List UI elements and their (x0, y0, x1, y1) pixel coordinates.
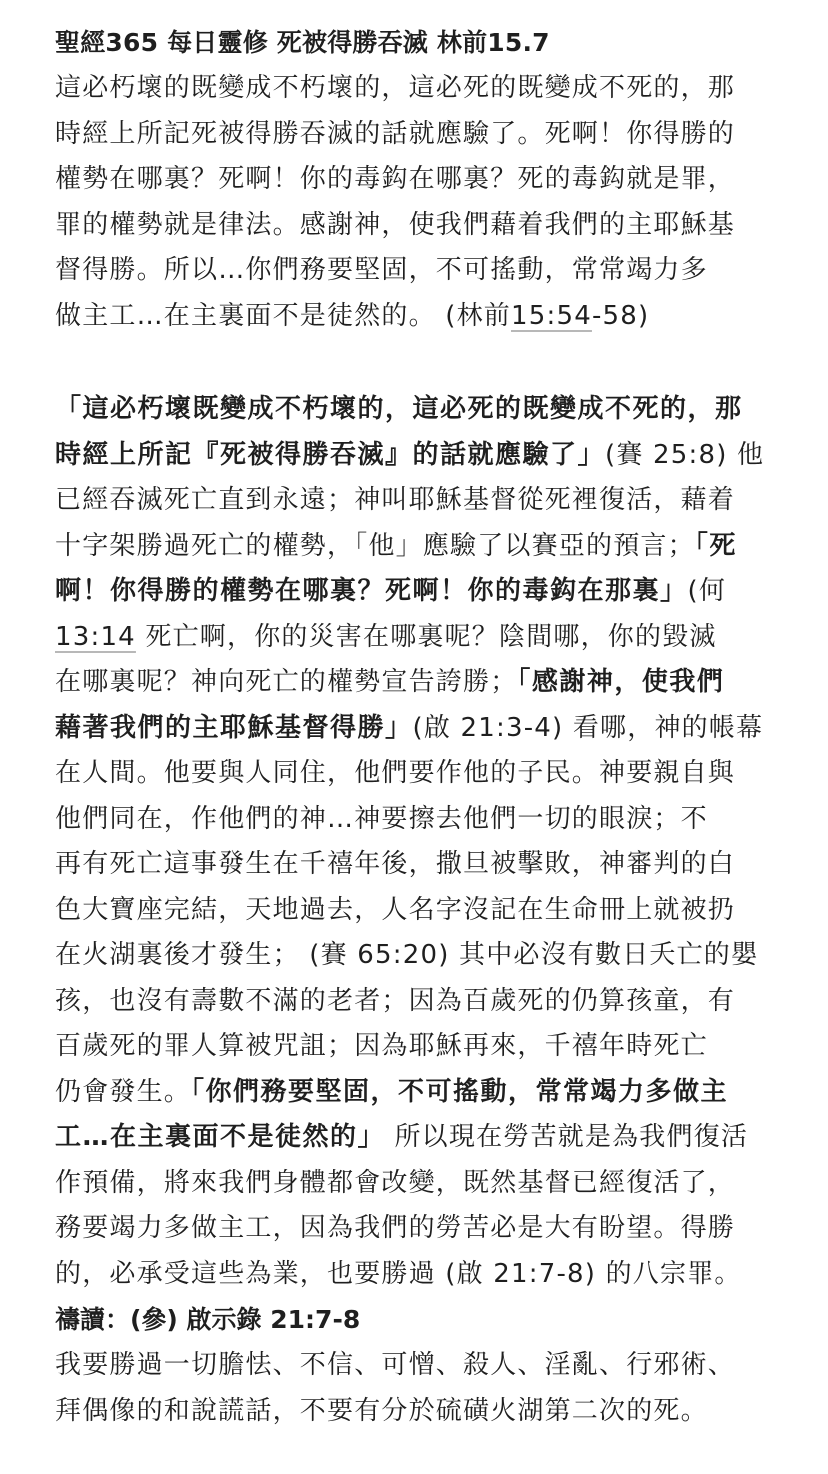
quoted-scripture: 「死 (694, 530, 737, 561)
quoted-scripture: 「這必朽壞既變成不朽壞的，這必死的既變成不死的，那 (55, 394, 743, 424)
prayer-line: 我要勝過一切膽怯、不信、可憎、殺人、淫亂、行邪術、 (55, 1350, 736, 1380)
commentary-text: 仍會發生。 (55, 1076, 192, 1107)
commentary-line: 在人間。他要與人同住，他們要作他的子民。神要親自與 (55, 758, 736, 788)
scripture-line: 時經上所記死被得勝吞滅的話就應驗了。死啊！你得勝的 (55, 118, 736, 149)
prayer-heading: 禱讀：(參) 啟示錄 21:7-8 (55, 1305, 361, 1334)
commentary-line (55, 1070, 775, 1116)
commentary-text: (何 (687, 576, 727, 606)
commentary-line (55, 387, 775, 433)
prayer-passage (55, 1343, 775, 1434)
commentary-line (55, 433, 775, 479)
commentary-text: 死亡啊，你的災害在哪裏呢？陰間哪，你的毀滅 (135, 621, 717, 652)
scripture-line: 這必朽壞的既變成不朽壞的，這必死的既變成不死的，那 (55, 73, 736, 103)
scripture-text: -58) (591, 300, 650, 331)
scripture-line: 罪的權勢就是律法。感謝神，使我們藉着我們的主耶穌基 (55, 209, 736, 240)
scripture-line: 權勢在哪裏？死啊！你的毒鈎在哪裏？死的毒鈎就是罪， (55, 164, 736, 194)
commentary-line: 作預備，將來我們身體都會改變，既然基督已經復活了， (55, 1167, 736, 1198)
devotional-page (55, 20, 775, 1434)
commentary-line: 的，必承受這些為業，也要勝過 (啟 21:7-8) 的八宗罪。 (55, 1258, 742, 1289)
quoted-scripture: 藉著我們的主耶穌基督得勝」 (55, 712, 413, 743)
commentary-line: 在火湖裏後才發生； (賽 65:20) 其中必沒有數日夭亡的嬰 (55, 940, 759, 970)
commentary-line: 孩，也沒有壽數不滿的老者；因為百歲死的仍算孩童，有 (55, 985, 736, 1016)
quoted-scripture: 工…在主裏面不是徒然的」 (55, 1122, 386, 1152)
commentary-line (55, 660, 775, 706)
paragraph-spacer (55, 339, 775, 387)
verse-reference-link[interactable]: 13:14 (55, 621, 136, 652)
quoted-scripture: 「你們務要堅固，不可搖動，常常竭力多做主 (191, 1076, 729, 1107)
commentary-line (55, 524, 775, 570)
prayer-line: 拜偶像的和說謊話，不要有分於硫磺火湖第二次的死。 (55, 1395, 708, 1426)
commentary-line (55, 706, 775, 752)
quoted-scripture: 「感謝神，使我們 (517, 667, 725, 697)
commentary-text: (啟 21:3-4) 看哪，神的帳幕 (412, 712, 764, 743)
scripture-passage (55, 66, 775, 339)
scripture-text: 做主工…在主裏面不是徒然的。 (林前 (55, 300, 512, 331)
scripture-line (55, 294, 775, 340)
commentary-line: 他們同在，作他們的神…神要擦去他們一切的眼淚；不 (55, 803, 708, 834)
commentary-line: 再有死亡這事發生在千禧年後，撒旦被擊敗，神審判的白 (55, 849, 736, 879)
quoted-scripture: 時經上所記『死被得勝吞滅』的話就應驗了」 (55, 439, 606, 470)
commentary-passage (55, 387, 775, 1297)
verse-reference-link[interactable]: 15:54 (511, 300, 592, 331)
quoted-scripture: 啊！你得勝的權勢在哪裏？死啊！你的毒鈎在那裏」 (55, 576, 688, 606)
commentary-text: 十字架勝過死亡的權勢，「他」應驗了以賽亞的預言； (55, 530, 695, 561)
commentary-line: 色大寶座完結，天地過去，人名字沒記在生命冊上就被扔 (55, 894, 736, 925)
commentary-line: 務要竭力多做主工，因為我們的勞苦必是大有盼望。得勝 (55, 1213, 736, 1243)
page-title: 聖經365 每日靈修 死被得勝吞滅 林前15.7 (55, 28, 550, 57)
commentary-line (55, 1115, 775, 1161)
scripture-line: 督得勝。所以…你們務要堅固，不可搖動，常常竭力多 (55, 255, 708, 285)
commentary-text: 所以現在勞苦就是為我們復活 (385, 1122, 749, 1152)
commentary-line (55, 615, 775, 661)
commentary-text: 在哪裏呢？神向死亡的權勢宣告誇勝； (55, 667, 518, 697)
commentary-line (55, 569, 775, 615)
commentary-line: 已經吞滅死亡直到永遠；神叫耶穌基督從死裡復活，藉着 (55, 485, 736, 515)
commentary-line: 百歲死的罪人算被咒詛；因為耶穌再來，千禧年時死亡 (55, 1031, 708, 1061)
commentary-text: (賽 25:8) 他 (605, 439, 765, 470)
